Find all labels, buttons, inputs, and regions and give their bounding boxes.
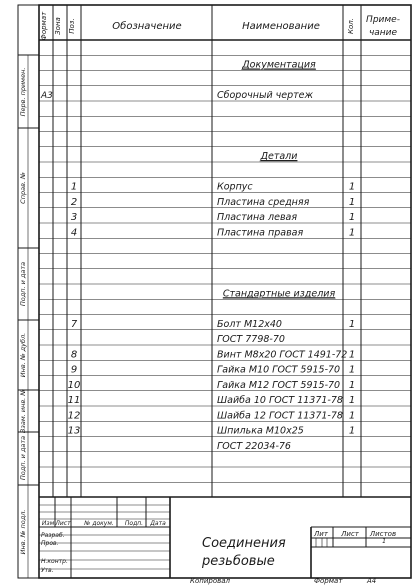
tb-row-prov: Пров. bbox=[41, 540, 59, 547]
side-label: Справ. № bbox=[19, 172, 27, 204]
row-position: 7 bbox=[70, 318, 78, 330]
row-name: Сборочный чертеж bbox=[217, 90, 314, 101]
row-quantity: 1 bbox=[348, 425, 356, 437]
tb-lit-label: Лит bbox=[314, 530, 328, 538]
row-name: Пластина средняя bbox=[217, 196, 310, 208]
side-label: Инв. № подл. bbox=[19, 509, 27, 555]
row-position: 1 bbox=[70, 181, 78, 193]
tb-col-izm: Изм bbox=[41, 520, 55, 527]
row-name: Шайба 12 ГОСТ 11371-78 bbox=[217, 410, 343, 422]
table-row bbox=[71, 349, 355, 360]
section-heading: Документация bbox=[242, 59, 316, 71]
side-strip-labels bbox=[19, 68, 27, 555]
row-quantity: 1 bbox=[348, 395, 356, 406]
tb-col-list: Лист bbox=[55, 520, 71, 527]
tb-list-label: Лист bbox=[341, 530, 359, 538]
document-title-line1: Соединения bbox=[202, 536, 286, 551]
row-name: Винт М8х20 ГОСТ 1491-72 bbox=[217, 349, 348, 361]
specification-rows bbox=[40, 60, 355, 452]
header-format: Формат bbox=[40, 11, 48, 41]
row-name: Пластина левая bbox=[217, 212, 298, 223]
row-name: Шпилька М10х25 bbox=[217, 425, 304, 437]
row-name: ГОСТ 22034-76 bbox=[217, 440, 291, 452]
table-row bbox=[68, 395, 356, 406]
row-quantity: 1 bbox=[348, 349, 356, 361]
header-zone: Зона bbox=[54, 17, 62, 35]
table-row bbox=[71, 319, 355, 330]
table-row bbox=[71, 227, 355, 238]
table-row bbox=[217, 441, 291, 452]
row-quantity: 1 bbox=[348, 212, 356, 223]
tb-row-nkontr: Н.контр. bbox=[41, 558, 68, 565]
row-name: Шайба 10 ГОСТ 11371-78 bbox=[217, 395, 343, 406]
tb-listov-value: 1 bbox=[382, 538, 386, 545]
section-heading: Стандартные изделия bbox=[222, 288, 336, 300]
row-format: А3 bbox=[41, 91, 53, 101]
header-name: Наименование bbox=[242, 21, 320, 32]
row-position: 3 bbox=[70, 212, 78, 223]
row-name: Корпус bbox=[217, 181, 253, 193]
header-note-line1: Приме- bbox=[366, 15, 400, 25]
table-row bbox=[260, 151, 298, 162]
row-position: 13 bbox=[67, 425, 81, 437]
header-note-line2: чание bbox=[368, 28, 398, 38]
header-designation: Обозначение bbox=[112, 21, 182, 32]
table-row bbox=[71, 182, 355, 193]
side-label: Подп. и дата bbox=[19, 435, 27, 481]
row-position: 11 bbox=[67, 395, 81, 406]
side-label: Подп. и дата bbox=[19, 261, 27, 307]
table-row bbox=[68, 380, 356, 391]
table-row bbox=[71, 365, 355, 376]
row-name: ГОСТ 7798-70 bbox=[217, 334, 285, 345]
row-position: 8 bbox=[70, 349, 78, 361]
table-row bbox=[217, 334, 285, 345]
header-pos: Поз. bbox=[68, 18, 76, 34]
side-label: Взам. инв. № bbox=[19, 388, 27, 434]
row-name: Гайка М10 ГОСТ 5915-70 bbox=[217, 364, 341, 376]
table-row bbox=[71, 197, 355, 208]
footer-copied: Копировал bbox=[190, 577, 230, 585]
row-quantity: 1 bbox=[348, 196, 356, 208]
grid-lines bbox=[18, 5, 411, 578]
row-quantity: 1 bbox=[348, 364, 356, 376]
footer-format-label: Формат bbox=[314, 577, 343, 585]
row-quantity: 1 bbox=[348, 227, 356, 239]
row-name: Болт М12х40 bbox=[217, 318, 282, 330]
row-quantity: 1 bbox=[348, 379, 356, 391]
header-qty: Кол. bbox=[347, 18, 355, 34]
row-quantity: 1 bbox=[348, 181, 356, 193]
side-label: Перв. примен. bbox=[19, 67, 27, 117]
row-position: 2 bbox=[70, 196, 78, 208]
table-row bbox=[241, 60, 316, 71]
document-title-line2: резьбовые bbox=[202, 554, 275, 569]
tb-row-utv: Утв. bbox=[41, 567, 54, 574]
tb-listov-label: Листов bbox=[369, 530, 397, 538]
row-name: Гайка М12 ГОСТ 5915-70 bbox=[217, 379, 341, 391]
row-position: 9 bbox=[70, 364, 78, 376]
tb-col-sign: Подп. bbox=[124, 520, 144, 527]
side-label: Инв. № дубл. bbox=[19, 332, 27, 378]
table-row bbox=[68, 410, 356, 421]
footer-format-value: А4 bbox=[367, 577, 377, 585]
table-row bbox=[71, 212, 355, 223]
table-row bbox=[223, 288, 336, 299]
row-position: 4 bbox=[70, 227, 78, 239]
section-heading: Детали bbox=[260, 151, 298, 162]
row-position: 10 bbox=[67, 379, 81, 391]
tb-col-doc: № докум. bbox=[84, 520, 114, 527]
table-row bbox=[68, 426, 356, 437]
tb-col-date: Дата bbox=[150, 520, 166, 527]
table-header bbox=[40, 11, 400, 40]
row-position: 12 bbox=[67, 410, 81, 422]
tb-row-razrab: Разраб. bbox=[41, 532, 65, 539]
row-quantity: 1 bbox=[348, 410, 356, 422]
row-quantity: 1 bbox=[348, 318, 356, 330]
row-name: Пластина правая bbox=[217, 227, 304, 239]
